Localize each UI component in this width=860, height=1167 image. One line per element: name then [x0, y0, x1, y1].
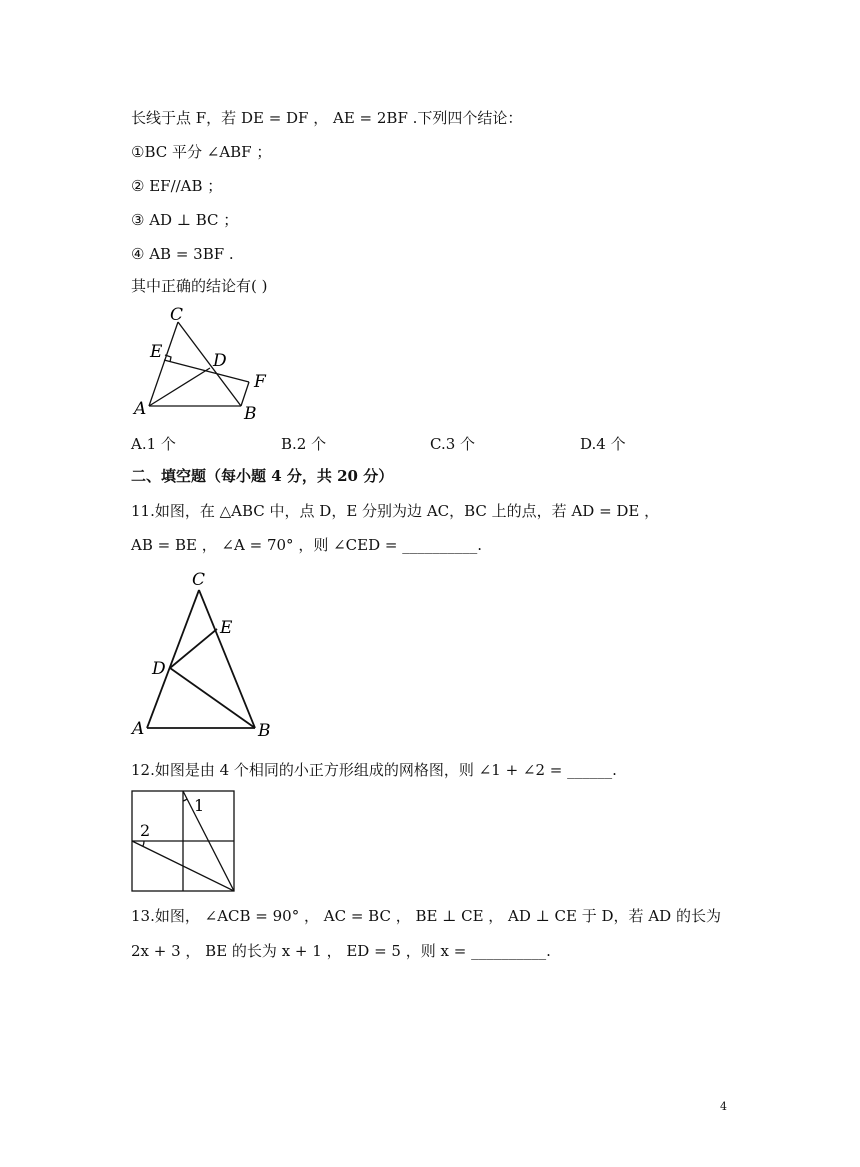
choice-b: B.2 个	[281, 435, 327, 453]
q10-label-d: D	[213, 351, 227, 371]
q10-label-b: B	[244, 404, 257, 424]
q11-label-d: D	[152, 659, 166, 679]
q11-figure	[128, 566, 288, 746]
q10-conclusion-3: ③ AD ⊥ BC ；	[131, 211, 239, 229]
q11-label-c: C	[192, 570, 206, 590]
q11-label-e: E	[220, 618, 233, 638]
q10-label-e: E	[150, 342, 163, 362]
section-heading: 二、填空题（每小题 4 分，共 20 分）	[131, 467, 394, 485]
q10-conclusion-4: ④ AB = 3BF .	[131, 245, 234, 263]
q11-line-2: AB = BE ， ∠A = 70° ，则 ∠CED = __________.	[131, 536, 482, 554]
q11-label-a: A	[132, 719, 145, 739]
q10-conclusion-2: ② EF//AB ；	[131, 177, 223, 195]
q11-label-b: B	[258, 721, 271, 741]
choice-a: A.1 个	[131, 435, 176, 453]
choice-d: D.4 个	[580, 435, 626, 453]
q11-line-1: 11.如图，在 △ABC 中，点 D，E 分别为边 AC，BC 上的点，若 AD = DE ，	[131, 502, 660, 520]
q10-label-a: A	[134, 399, 147, 419]
page-number: 4	[720, 1100, 727, 1113]
q12-figure	[130, 789, 240, 895]
q10-conclusion-1: ①BC 平分 ∠ABF ；	[131, 143, 272, 161]
q12-line-1: 12.如图是由 4 个相同的小正方形组成的网格图，则 ∠1 + ∠2 = ______.	[131, 761, 617, 779]
q10-label-f: F	[254, 372, 266, 392]
q13-line-1: 13.如图， ∠ACB = 90° ， AC = BC ， BE ⊥ CE ， AD ⊥ CE 于 D，若 AD 的长为	[131, 907, 721, 925]
choice-c: C.3 个	[430, 435, 476, 453]
q12-angle-1-label: 1	[194, 796, 205, 815]
q10-prompt: 其中正确的结论有( )	[131, 277, 268, 295]
q10-label-c: C	[170, 305, 184, 325]
q12-angle-2-label: 2	[140, 821, 151, 840]
q13-line-2: 2x + 3 ， BE 的长为 x + 1 ， ED = 5 ，则 x = __________.	[131, 942, 551, 960]
q10-intro: 长线于点 F，若 DE = DF ， AE = 2BF .下列四个结论：	[131, 109, 523, 127]
q10-figure	[128, 300, 288, 425]
